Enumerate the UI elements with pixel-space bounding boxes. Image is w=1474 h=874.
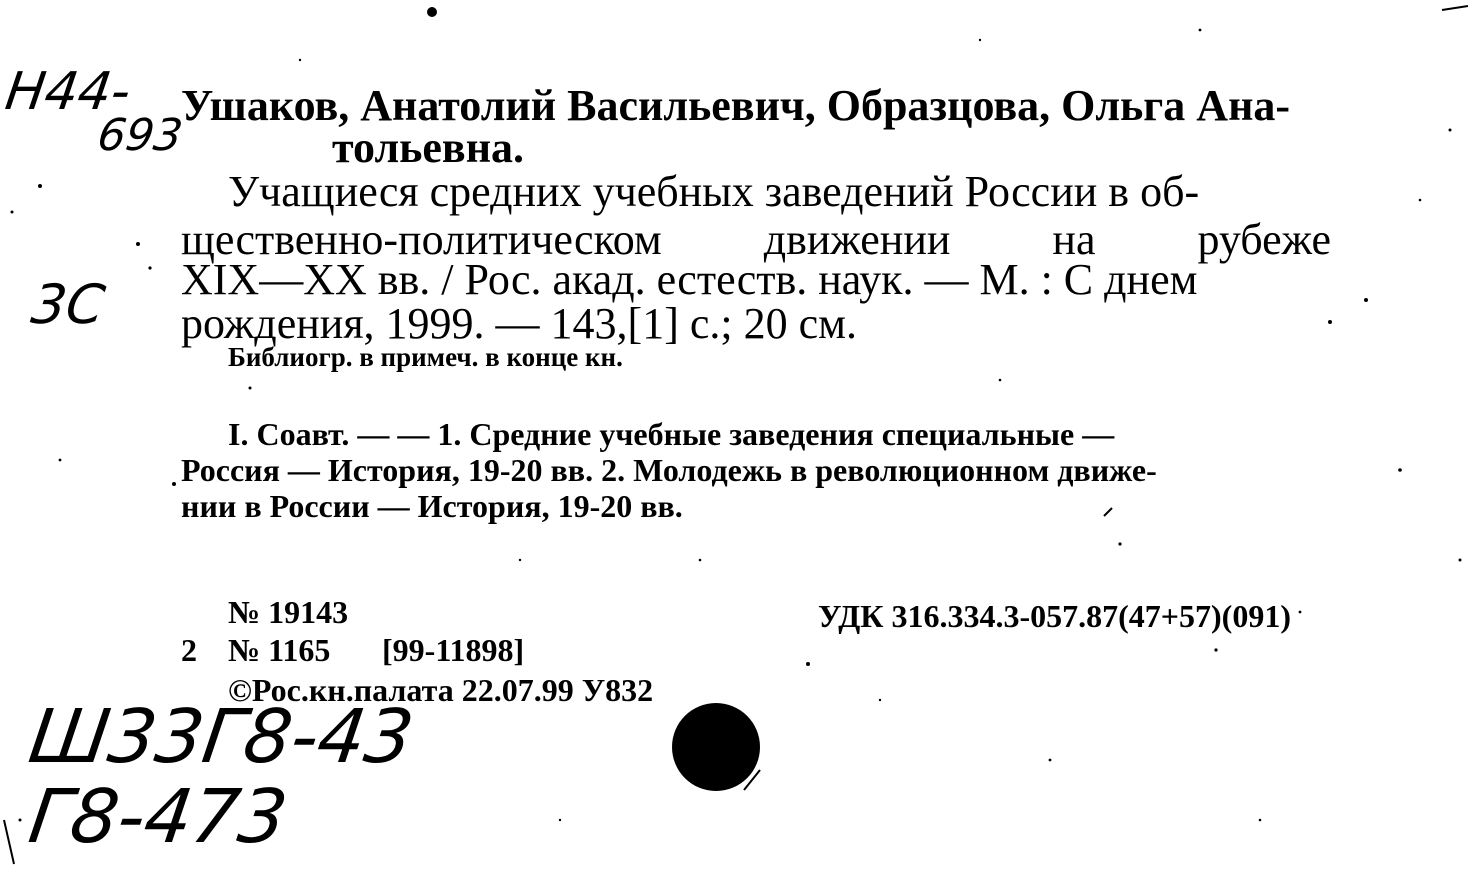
punch-hole	[672, 703, 760, 791]
card-number-2: № 1165	[228, 632, 331, 668]
handwritten-call-number-top: Н44-	[1, 62, 135, 122]
title-line-4: рождения, 1999. — 143,[1] с.; 20 см.	[181, 299, 857, 348]
udc-classification: УДК 316.334.3-057.87(47+57)(091)	[818, 598, 1291, 634]
book-chamber-stamp: ©Рос.кн.палата 22.07.99 У832	[228, 672, 654, 708]
title-line-2-word: на	[1052, 215, 1096, 264]
tracing-line-3: нии в России — История, 19-20 вв.	[181, 488, 683, 524]
handwritten-shelf-mark: Ш33Г8-43	[23, 694, 419, 780]
register-number: [99-11898]	[382, 632, 525, 668]
copies-count: 2	[181, 632, 197, 668]
handwritten-call-number-bottom: 693	[94, 110, 186, 161]
handwritten-shelf-mark-2: Г8-473	[23, 774, 293, 860]
title-line-3: XIX—XX вв. / Рос. акад. естеств. наук. — М. : С днем	[181, 255, 1198, 304]
handwritten-section-mark: 3С	[27, 273, 109, 336]
card-number-1: № 19143	[228, 594, 349, 630]
title-line-2-word: рубеже	[1197, 215, 1331, 264]
tracing-line-2: Россия — История, 19-20 вв. 2. Молодежь в революционном движе-	[181, 452, 1157, 488]
title-line-2-word: движении	[763, 215, 951, 264]
author-heading: Ушаков, Анатолий Васильевич, Образцова, Ольга Ана-	[181, 81, 1291, 130]
author-heading-continued: тольевна.	[332, 123, 525, 172]
bibliography-note: Библиогр. в примеч. в конце кн.	[228, 342, 623, 372]
title-line-2-word: щественно-политическом	[181, 215, 662, 264]
title-line-1: Учащиеся средних учебных заведений России в об-	[228, 167, 1200, 216]
tracing-line-1: I. Соавт. — — 1. Средние учебные заведения специальные —	[228, 416, 1115, 452]
